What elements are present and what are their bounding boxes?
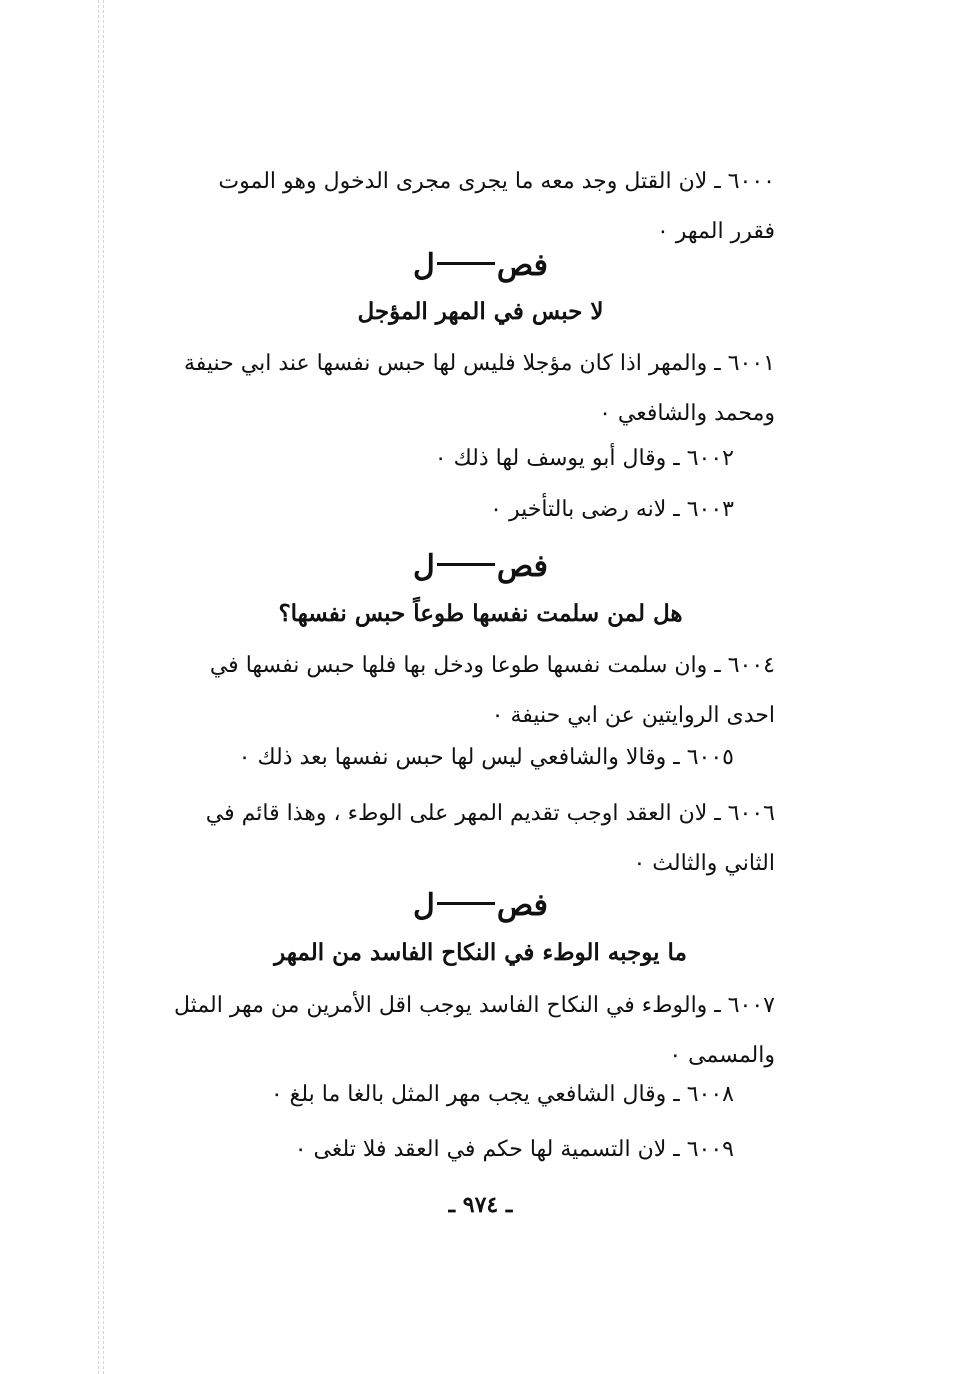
section-title: هل لمن سلمت نفسها طوعاً حبس نفسها؟ (278, 600, 683, 627)
paragraph-6006 (145, 789, 775, 889)
paragraph-6007 (145, 981, 775, 1081)
page-number: ـ ٩٧٤ ـ (448, 1192, 513, 1218)
section-heading-fasl: فصل (413, 888, 548, 923)
paragraph-6002: ٦٠٠٢ ـ وقال أبو يوسف لها ذلك ٠ (434, 446, 734, 471)
section-heading-fasl: فصل (413, 549, 548, 584)
paragraph-line: ٦٠٠٤ ـ وان سلمت نفسها طوعا ودخل بها فلها حبس نفسها في (209, 653, 775, 678)
paragraph-line: فقرر المهر ٠ (656, 219, 775, 244)
paragraph-6008: ٦٠٠٨ ـ وقال الشافعي يجب مهر المثل بالغا ما بلغ ٠ (270, 1082, 734, 1107)
paragraph-line: ٦٠٠٠ ـ لان القتل وجد معه ما يجرى مجرى الدخول وهو الموت (218, 169, 775, 194)
paragraph-line: والمسمى ٠ (669, 1043, 775, 1068)
section-heading-fasl: فصل (413, 248, 548, 283)
paragraph-6000 (145, 157, 775, 257)
paragraph-6009: ٦٠٠٩ ـ لان التسمية لها حكم في العقد فلا تلغى ٠ (294, 1137, 734, 1162)
section-title: ما يوجبه الوطء في النكاح الفاسد من المهر (274, 939, 687, 966)
paragraph-line: الثاني والثالث ٠ (633, 851, 775, 876)
paragraph-line: ومحمد والشافعي ٠ (599, 401, 775, 426)
paragraph-line: ٦٠٠٧ ـ والوطء في النكاح الفاسد يوجب اقل الأمرين من مهر المثل (174, 993, 775, 1018)
section-title: لا حبس في المهر المؤجل (357, 298, 604, 325)
scan-guide-line (103, 0, 104, 1374)
paragraph-6003: ٦٠٠٣ ـ لانه رضى بالتأخير ٠ (490, 497, 734, 522)
paragraph-6004 (145, 641, 775, 741)
paragraph-6005: ٦٠٠٥ ـ وقالا والشافعي ليس لها حبس نفسها بعد ذلك ٠ (238, 745, 734, 770)
scan-guide-line (98, 0, 99, 1374)
paragraph-line: احدى الروايتين عن ابي حنيفة ٠ (491, 703, 775, 728)
paragraph-line: ٦٠٠٦ ـ لان العقد اوجب تقديم المهر على الوطء ، وهذا قائم في (205, 801, 775, 826)
paragraph-6001 (145, 339, 775, 439)
paragraph-line: ٦٠٠١ ـ والمهر اذا كان مؤجلا فليس لها حبس نفسها عند ابي حنيفة (183, 351, 775, 376)
